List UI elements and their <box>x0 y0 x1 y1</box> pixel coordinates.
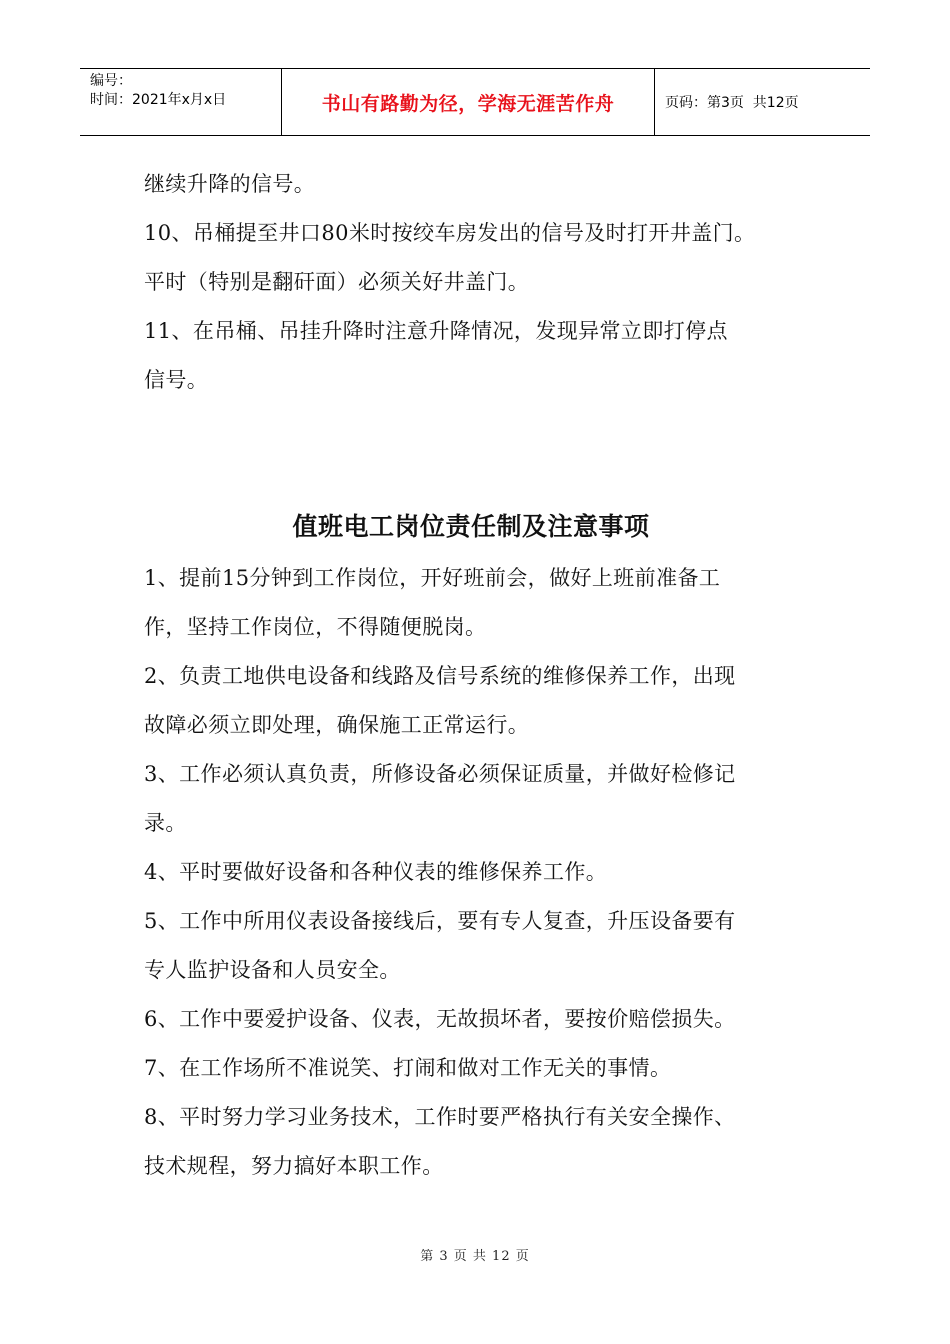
header-motto-cell <box>282 69 655 135</box>
document-number-label: 编号： <box>90 73 132 89</box>
header-meta-cell <box>80 69 282 135</box>
header-page-cell <box>655 69 870 135</box>
page-footer <box>0 1245 950 1264</box>
section-title: 值班电工岗位责任制及注意事项 <box>292 512 650 541</box>
page-header <box>80 68 870 136</box>
paragraph-line: 8、平时努力学习业务技术，工作时要严格执行有关安全操作、 <box>144 1105 736 1129</box>
header-page-info: 页码：第3页 共12页 <box>665 95 799 111</box>
footer-page-number: 第 3 页 共 12 页 <box>420 1249 530 1264</box>
document-body <box>144 160 824 1191</box>
header-motto: 书山有路勤为径，学海无涯苦作舟 <box>321 92 615 115</box>
document-date-label: 时间：2021年x月x日 <box>90 92 227 108</box>
paragraph-line: 1、提前15分钟到工作岗位，开好班前会，做好上班前准备工 <box>144 566 721 590</box>
paragraph-line: 7、在工作场所不准说笑、打闹和做对工作无关的事情。 <box>144 1056 672 1080</box>
paragraph-line: 继续升降的信号。 <box>144 172 316 196</box>
paragraph-line: 作，坚持工作岗位，不得随便脱岗。 <box>144 615 487 639</box>
section-spacer <box>144 405 824 500</box>
paragraph-line: 5、工作中所用仪表设备接线后，要有专人复查，升压设备要有 <box>144 909 736 933</box>
paragraph-line: 6、工作中要爱护设备、仪表，无故损坏者，要按价赔偿损失。 <box>144 1007 736 1031</box>
paragraph-line: 4、平时要做好设备和各种仪表的维修保养工作。 <box>144 860 608 884</box>
paragraph-line: 技术规程，努力搞好本职工作。 <box>144 1154 444 1178</box>
paragraph-line: 11、在吊桶、吊挂升降时注意升降情况，发现异常立即打停点 <box>144 319 728 343</box>
paragraph-line: 信号。 <box>144 368 209 392</box>
paragraph-line: 3、工作必须认真负责，所修设备必须保证质量，并做好检修记 <box>144 762 736 786</box>
paragraph-line: 专人监护设备和人员安全。 <box>144 958 401 982</box>
paragraph-line: 10、吊桶提至井口80米时按绞车房发出的信号及时打开井盖门。 <box>144 221 756 245</box>
paragraph-line: 平时（特别是翻矸面）必须关好井盖门。 <box>144 270 530 294</box>
paragraph-line: 故障必须立即处理，确保施工正常运行。 <box>144 713 530 737</box>
paragraph-line: 2、负责工地供电设备和线路及信号系统的维修保养工作，出现 <box>144 664 736 688</box>
paragraph-line: 录。 <box>144 811 187 835</box>
